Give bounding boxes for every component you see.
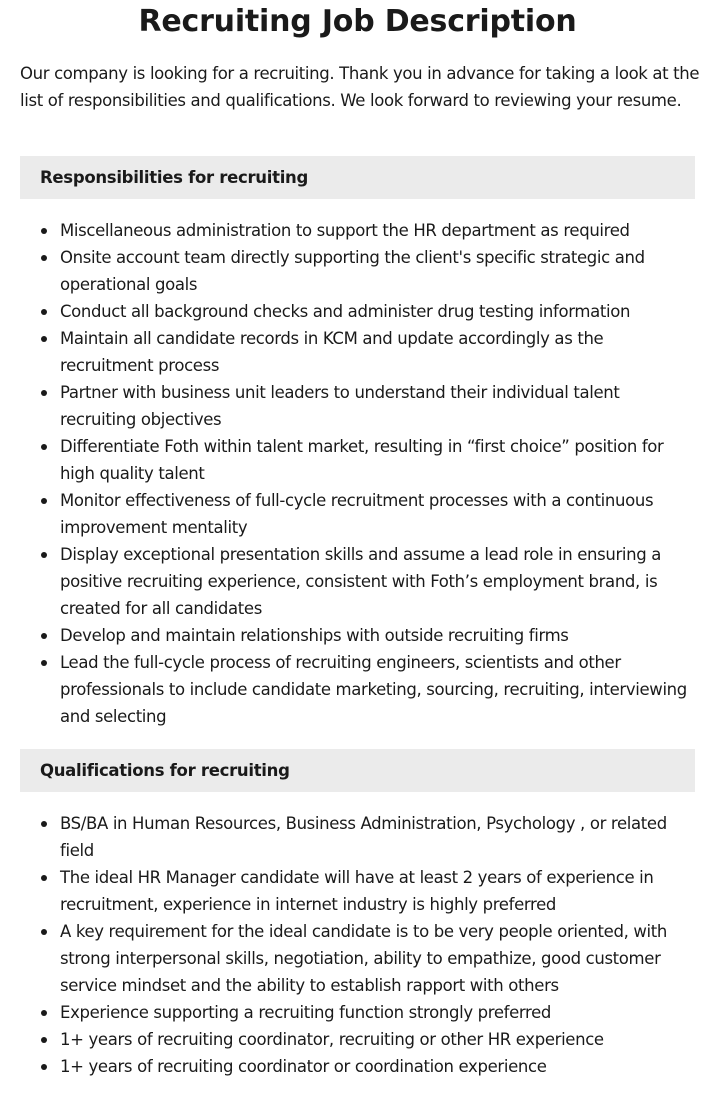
list-item: Conduct all background checks and administer drug testing information [20,298,700,325]
list-item: Partner with business unit leaders to understand their individual talent recruiting objectives [20,379,700,433]
qualifications-list [20,810,700,1080]
list-item: Miscellaneous administration to support the HR department as required [20,217,700,244]
intro-paragraph: Our company is looking for a recruiting. Thank you in advance for taking a look at the list of responsibilities and qualifications. We look forward to reviewing your resume. [20,64,700,110]
list-item: Lead the full-cycle process of recruiting engineers, scientists and other professionals to include candidate marketing, sourcing, recruiting, interviewing and selecting [20,649,700,730]
list-item: Maintain all candidate records in KCM and update accordingly as the recruitment process [20,325,700,379]
qualifications-heading: Qualifications for recruiting [20,749,695,792]
list-item: Develop and maintain relationships with outside recruiting firms [20,622,700,649]
responsibilities-heading: Responsibilities for recruiting [20,156,695,199]
list-item: Differentiate Foth within talent market, resulting in “first choice” position for high quality talent [20,433,700,487]
list-item: A key requirement for the ideal candidate is to be very people oriented, with strong interpersonal skills, negotiation, ability to empathize, good customer service mindset and the ability to establish rapport with others [20,918,700,999]
list-item: Onsite account team directly supporting the client's specific strategic and operational goals [20,244,700,298]
responsibilities-list [20,217,700,730]
page-title: Recruiting Job Description [138,4,577,39]
list-item: 1+ years of recruiting coordinator or coordination experience [20,1053,700,1080]
list-item: Display exceptional presentation skills and assume a lead role in ensuring a positive recruiting experience, consistent with Foth’s employment brand, is created for all candidates [20,541,700,622]
list-item: 1+ years of recruiting coordinator, recruiting or other HR experience [20,1026,700,1053]
list-item: Experience supporting a recruiting function strongly preferred [20,999,700,1026]
list-item: BS/BA in Human Resources, Business Administration, Psychology , or related field [20,810,700,864]
list-item: The ideal HR Manager candidate will have at least 2 years of experience in recruitment, experience in internet industry is highly preferred [20,864,700,918]
list-item: Monitor effectiveness of full-cycle recruitment processes with a continuous improvement mentality [20,487,700,541]
